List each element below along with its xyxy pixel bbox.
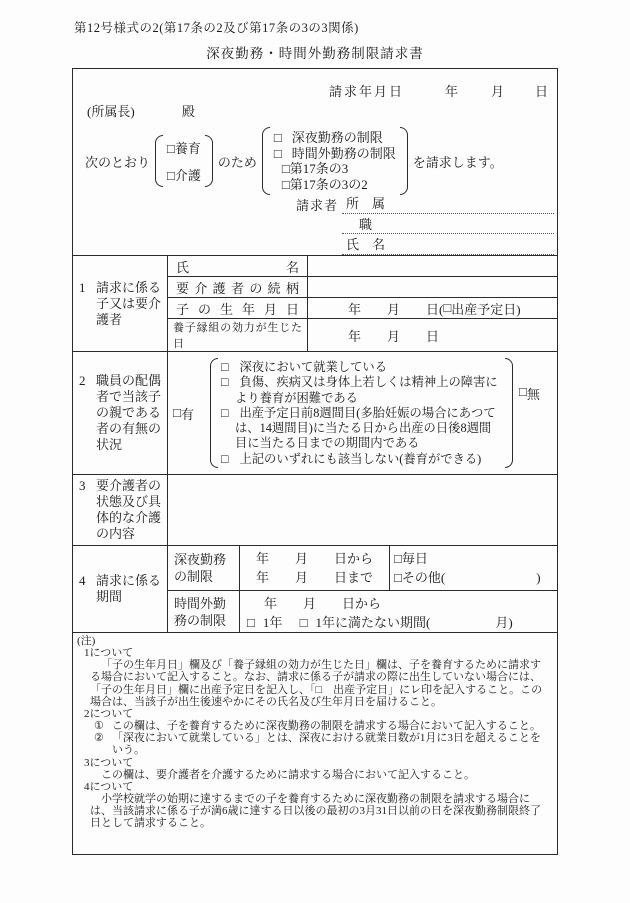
bracket-right-icon	[205, 135, 213, 187]
condition-3-text: 出産予定日前8週間目(多胎妊娠の場合にあつては、14週間目)に当たる日から出産の日後8週間目に当たる日までの期間内である	[235, 405, 496, 451]
requester-position-field[interactable]: 職	[342, 214, 554, 235]
spouse-condition-1	[221, 360, 502, 375]
relation-line	[168, 276, 557, 297]
birth-date-field[interactable]	[308, 298, 557, 318]
late-night-from: 年 月 日から	[255, 551, 373, 566]
table-row-1	[73, 255, 557, 351]
row4-heading-cell	[73, 546, 168, 632]
less-than-one-year-checkbox[interactable]: □	[299, 615, 308, 630]
child-name-line	[168, 256, 557, 276]
notes-section	[73, 632, 557, 854]
note-2-item-1-number: ①	[94, 720, 104, 733]
row3-number: 3	[79, 478, 86, 493]
spouse-condition-3	[221, 406, 502, 452]
birth-date-label: 子の生年月日	[176, 301, 299, 317]
adoption-date-ymd: 年 月 日	[348, 328, 440, 344]
restriction-option-article-17-3-2	[282, 177, 396, 193]
request-date-label: 請求年月日	[329, 84, 405, 99]
row2-heading-cell	[73, 352, 168, 474]
article-17-3-2-checkbox[interactable]: □	[281, 176, 290, 192]
spouse-present-checkbox[interactable]: □	[173, 405, 181, 420]
adoption-date-field[interactable]	[308, 319, 557, 351]
note-2-item-2	[90, 732, 549, 756]
restriction-option-overtime	[274, 146, 396, 162]
form-outer-box	[72, 68, 558, 855]
bracket-right-icon	[400, 127, 408, 195]
table-row-3	[73, 474, 557, 545]
note-3-body: この欄は、要介護者を介護するために請求する場合において記入すること。	[101, 768, 475, 781]
condition-4-text: 上記のいずれにも該当しない(養育ができる)	[239, 451, 482, 466]
condition-3-checkbox[interactable]: □	[221, 405, 229, 420]
late-night-to: 年 月 日まで	[255, 570, 373, 585]
late-night-other-option	[394, 568, 553, 587]
other-checkbox[interactable]: □	[394, 570, 402, 585]
addressee-line	[87, 101, 195, 120]
late-night-period-line	[168, 546, 557, 590]
request-statement	[85, 127, 503, 195]
overtime-period-line	[168, 590, 557, 633]
child-name-label: 氏名	[176, 259, 299, 275]
requester-block	[296, 193, 554, 255]
page-title: 深夜勤務・時間外勤務制限請求書	[206, 46, 424, 61]
daily-checkbox[interactable]: □	[394, 551, 402, 566]
expected-birth-date-label: 出産予定日)	[451, 301, 521, 317]
purpose-option-childcare	[167, 138, 201, 157]
spouse-present-label: 有	[180, 406, 194, 422]
relation-field[interactable]	[308, 277, 557, 297]
note-2-item-1	[90, 720, 549, 732]
bracket-right-icon	[505, 358, 513, 468]
spouse-absent-option	[513, 358, 553, 468]
birth-date-line	[168, 297, 557, 318]
note-2-item-2-text: 「深夜において就業している」とは、深夜における就業日数が1月に3日を超えることをいう。	[111, 732, 541, 757]
row1-title: 請求に係る子又は要介護者	[96, 279, 162, 327]
condition-2-text: 負傷、疾病又は身体上若しくは精神上の障害により養育が困難である	[235, 375, 498, 405]
bracket-left-icon	[262, 127, 270, 195]
table-row-4	[73, 545, 557, 632]
overtime-from[interactable]: 年 月 日から	[263, 596, 381, 611]
relation-label: 要介護者の続柄	[176, 280, 299, 296]
adoption-date-line	[168, 318, 557, 351]
late-night-restriction-label: 深夜勤務の制限	[291, 130, 383, 145]
row4-title: 請求に係る期間	[96, 573, 162, 604]
restriction-group	[262, 127, 408, 195]
child-name-field[interactable]	[308, 256, 557, 276]
purpose-group	[155, 135, 213, 187]
row3-heading-cell	[73, 475, 168, 545]
nursing-checkbox[interactable]: □	[167, 168, 175, 183]
overtime-restriction-checkbox[interactable]: □	[273, 145, 282, 161]
row3-title: 要介護者の状態及び具体的な介護の内容	[96, 478, 162, 541]
condition-2-checkbox[interactable]: □	[221, 375, 229, 390]
adoption-date-label: 養子縁組の効力が生じた日	[173, 322, 302, 350]
spouse-absent-checkbox[interactable]: □	[519, 384, 527, 399]
birth-date-ymd: 年 月 日(	[348, 301, 444, 317]
request-date-year-label: 年	[445, 84, 459, 99]
row1-number: 1	[79, 279, 86, 295]
restriction-option-late-night	[274, 130, 396, 146]
article-17-3-2-label: 第17条の3の2	[289, 176, 368, 192]
request-suffix: を請求します。	[412, 154, 503, 170]
spouse-condition-2	[221, 375, 502, 406]
note-2-heading: 2について	[84, 707, 134, 720]
request-date-month-label: 月	[491, 84, 505, 99]
notes-title: (注)	[77, 635, 96, 647]
requester-label: 請求者	[295, 198, 338, 213]
request-middle: のため	[217, 154, 257, 170]
note-3-heading: 3について	[84, 756, 134, 769]
spouse-absent-label: 無	[526, 387, 540, 402]
request-date-day-label: 日	[535, 84, 549, 99]
overtime-period-label: 時間外勤務の制限	[168, 591, 240, 633]
note-4-body: 小学校就学の始期に達するまでの子を養育するために深夜勤務の制限を請求する場合には、当該請求に係る子が満6歳に達する日以後の最初の3月31日以前の日を深夜勤務制限終了日として請求すること。	[90, 793, 541, 830]
condition-1-text: 深夜において就業している	[239, 360, 388, 374]
row2-title: 職員の配偶者で当該子の親である者の有無の状況	[96, 373, 162, 452]
purpose-option-nursing	[167, 165, 201, 184]
note-2-item-1-text: この欄は、子を養育するために深夜勤務の制限を請求する場合において記入すること。	[111, 720, 541, 733]
one-year-checkbox[interactable]: □	[247, 615, 255, 630]
request-prefix: 次のとおり	[85, 154, 151, 170]
spouse-condition-4	[221, 452, 502, 467]
note-4-heading: 4について	[84, 780, 134, 793]
note-1-body: 「子の生年月日」欄及び「養子縁組の効力が生じた日」欄は、子を養育するために請求する場合において記入すること。なお、請求に係る子が請求の際に出生していない場合には、「子の生年月日」欄に出産予定日を記入し、「□ 出産予定日」にレ印を記入すること。この場合は、当該子が出生後速やかにその氏名及び生年月日を届けること。	[90, 659, 543, 708]
late-night-daily-option	[394, 549, 553, 568]
addressee-label: (所属長)	[87, 104, 135, 119]
article-17-3-label: 第17条の3	[289, 161, 349, 176]
row2-number: 2	[79, 373, 86, 388]
care-detail-field[interactable]	[168, 475, 557, 545]
late-night-period-dates[interactable]	[240, 546, 390, 590]
condition-1-checkbox[interactable]: □	[221, 360, 229, 374]
honorific-label: 殿	[181, 104, 195, 119]
nursing-label: 介護	[174, 168, 201, 183]
one-year-label: 1年	[262, 615, 283, 630]
row1-heading-cell	[73, 256, 168, 351]
bracket-left-icon	[210, 358, 218, 468]
childcare-checkbox[interactable]: □	[167, 141, 175, 156]
form-number: 第12号様式の2(第17条の2及び第17条の3の3関係)	[74, 21, 359, 35]
note-1-heading: 1について	[84, 647, 134, 660]
expected-birth-date-checkbox[interactable]: □	[443, 300, 452, 315]
late-night-period-label: 深夜勤務の制限	[168, 546, 240, 590]
overtime-restriction-label: 時間外勤務の制限	[291, 145, 396, 161]
restriction-option-article-17-3	[282, 161, 396, 177]
daily-label: 毎日	[401, 551, 428, 566]
requester-name-field[interactable]: 氏 名	[342, 234, 554, 255]
other-label: その他( )	[401, 570, 541, 585]
article-17-3-checkbox[interactable]: □	[281, 161, 290, 176]
spouse-present-option	[173, 358, 210, 468]
late-night-restriction-checkbox[interactable]: □	[273, 130, 282, 145]
note-2-item-2-number: ②	[94, 732, 104, 745]
requester-affiliation-field[interactable]: 所 属	[342, 193, 554, 214]
childcare-label: 養育	[174, 141, 201, 156]
form-header	[73, 69, 557, 255]
row4-number: 4	[79, 573, 86, 588]
bracket-left-icon	[155, 135, 163, 187]
table-row-2	[73, 351, 557, 474]
less-than-one-year-label: 1年に満たない期間( 月)	[315, 615, 513, 630]
condition-4-checkbox[interactable]: □	[221, 451, 229, 466]
